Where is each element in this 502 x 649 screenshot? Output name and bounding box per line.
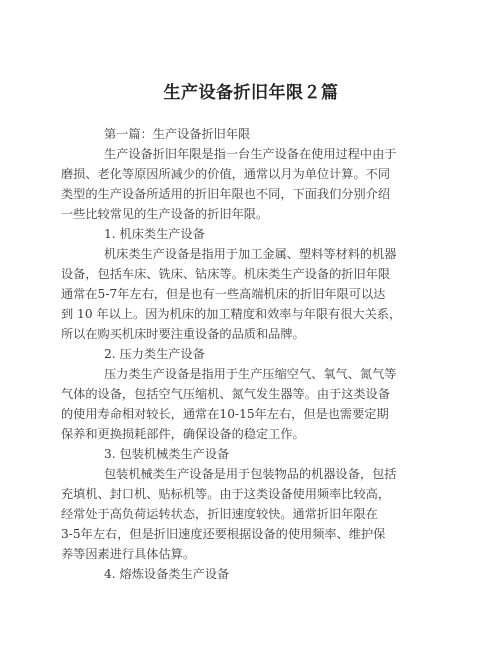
paragraph-line: 到 10 年以上。因为机床的加工精度和效率与年限有很大关系， xyxy=(61,307,402,321)
document-title: 生产设备折旧年限２篇 xyxy=(163,83,339,103)
section-heading: 第一篇：生产设备折旧年限 xyxy=(104,127,251,141)
paragraph-line: 气体的设备，包括空气压缩机、氮气发生器等。由于这类设备 xyxy=(61,387,391,401)
paragraph-line: 的使用寿命相对较长，通常在10-15年左右，但是也需要定期 xyxy=(61,407,389,421)
paragraph-line: 机床类生产设备是指用于加工金属、塑料等材料的机器 xyxy=(104,247,397,261)
paragraph-line: 所以在购买机床时要注重设备的品质和品牌。 xyxy=(61,327,305,341)
paragraph-line: 通常在5-7年左右，但是也有一些高端机床的折旧年限可以达 xyxy=(61,287,386,301)
list-heading: 1. 机床类生产设备 xyxy=(104,227,205,241)
list-heading: 3. 包装机械类生产设备 xyxy=(104,447,230,461)
paragraph-line: 一些比较常见的生产设备的折旧年限。 xyxy=(61,207,269,221)
paragraph-line: 设备，包括车床、铣床、钻床等。机床类生产设备的折旧年限 xyxy=(61,267,391,281)
paragraph-line: 类型的生产设备所适用的折旧年限也不同，下面我们分别介绍 xyxy=(61,187,391,201)
paragraph-line: 包装机械类生产设备是用于包装物品的机器设备，包括 xyxy=(104,467,397,481)
paragraph-line: 养等因素进行具体估算。 xyxy=(61,547,196,561)
paragraph-line: 压力类生产设备是指用于生产压缩空气、氧气、氮气等 xyxy=(104,367,397,381)
paragraph-line: 磨损、老化等原因所减少的价值，通常以月为单位计算。不同 xyxy=(61,167,391,181)
paragraph-line: 保养和更换损耗部件，确保设备的稳定工作。 xyxy=(61,427,305,441)
list-heading: 4. 熔炼设备类生产设备 xyxy=(104,567,230,581)
paragraph-line: 充填机、封口机、贴标机等。由于这类设备使用频率比较高， xyxy=(61,487,391,501)
paragraph-line: 经常处于高负荷运转状态，折旧速度较快。通常折旧年限在 xyxy=(61,507,378,521)
list-heading: 2. 压力类生产设备 xyxy=(104,347,205,361)
paragraph-line: 3-5年左右，但是折旧速度还要根据设备的使用频率、维护保 xyxy=(61,527,386,541)
paragraph-line: 生产设备折旧年限是指一台生产设备在使用过程中由于 xyxy=(104,147,397,161)
